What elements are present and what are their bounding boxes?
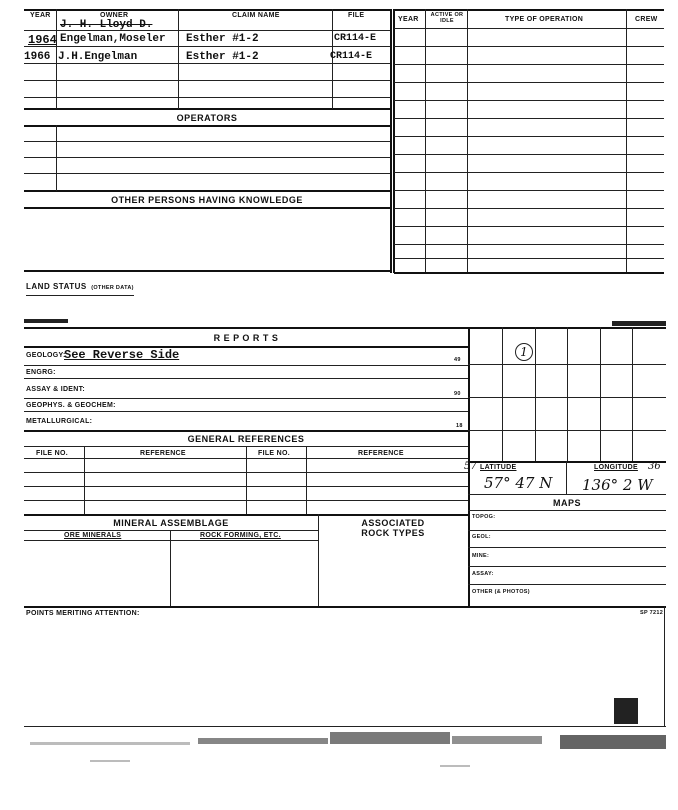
reports-title: R E P O R T S (213, 333, 279, 343)
ops-active-header: ACTIVE OR IDLE (430, 12, 464, 24)
maps-mine: MINE: (472, 553, 490, 559)
ref-file-no-header-1: FILE NO. (36, 450, 68, 457)
maps-other: OTHER (& PHOTOS) (472, 589, 530, 595)
ops-year-header: YEAR (398, 16, 419, 23)
ref-reference-header-2: REFERENCE (358, 450, 404, 457)
metallurgical-label: METALLURGICAL: (26, 418, 93, 425)
claim-row-1: Esther #1-2 (186, 33, 259, 45)
mineral-assemblage-title: MINERAL ASSEMBLAGE (113, 518, 229, 528)
circled-marker (515, 343, 533, 361)
maps-geol: GEOL: (472, 534, 491, 540)
maps-topog: TOPOG: (472, 514, 496, 520)
general-references-title: GENERAL REFERENCES (187, 434, 305, 444)
assay-label: ASSAY & IDENT: (26, 386, 86, 393)
circled-marker-text: 1 (520, 345, 528, 359)
ref-file-no-header-2: FILE NO. (258, 450, 290, 457)
file-row-2: CR114-E (330, 51, 373, 62)
rock-forming-header: ROCK FORMING, ETC. (200, 532, 281, 539)
points-label: POINTS MERITING ATTENTION: (26, 610, 140, 617)
maps-title: MAPS (552, 498, 581, 508)
owner-row-0: J. H. Lloyd D. (60, 19, 153, 31)
geology-value: See Reverse Side (64, 348, 180, 362)
col-file-header: FILE (348, 12, 365, 19)
engrg-label: ENGRG: (26, 369, 56, 376)
longitude-label: LONGITUDE (594, 464, 638, 471)
latitude-value: 57° 47 N (484, 474, 553, 492)
land-status-sub: (OTHER DATA) (91, 285, 134, 291)
geology-label: GEOLOGY: (26, 352, 66, 359)
assay-number: 90 (454, 391, 461, 397)
col-owner-header: OWNER (100, 12, 129, 19)
geology-number: 49 (454, 357, 461, 363)
owner-row-1: Engelman,Moseler (60, 33, 166, 45)
ops-crew-header: CREW (635, 16, 658, 23)
long-suffix: 36 (648, 461, 661, 472)
owner-row-2: J.H.Engelman (58, 51, 138, 63)
col-claim-name-header: CLAIM NAME (232, 12, 280, 19)
operators-title: OPERATORS (176, 113, 238, 123)
land-status-text: LAND STATUS (26, 282, 87, 291)
lat-prefix: 57 (464, 461, 477, 472)
year-row-1: 1964 (28, 33, 57, 47)
year-row-2: 1966 (24, 51, 51, 63)
maps-assay: ASSAY: (472, 571, 494, 577)
rock-types-title: ROCK TYPES (361, 528, 425, 538)
ops-type-header: TYPE OF OPERATION (505, 16, 584, 23)
metallurgical-number: 18 (456, 423, 463, 429)
latitude-label: LATITUDE (480, 464, 517, 471)
ore-minerals-header: ORE MINERALS (64, 532, 122, 539)
other-persons-title: OTHER PERSONS HAVING KNOWLEDGE (111, 195, 303, 205)
associated-title: ASSOCIATED (361, 518, 425, 528)
ref-reference-header-1: REFERENCE (140, 450, 186, 457)
longitude-value: 136° 2 W (582, 476, 653, 494)
col-year-header: YEAR (30, 12, 51, 19)
land-status-label (26, 276, 134, 296)
form-code: SP 7212 (640, 610, 664, 616)
file-row-1: CR114-E (334, 33, 377, 44)
claim-row-2: Esther #1-2 (186, 51, 259, 63)
geophys-label: GEOPHYS. & GEOCHEM: (26, 402, 116, 409)
